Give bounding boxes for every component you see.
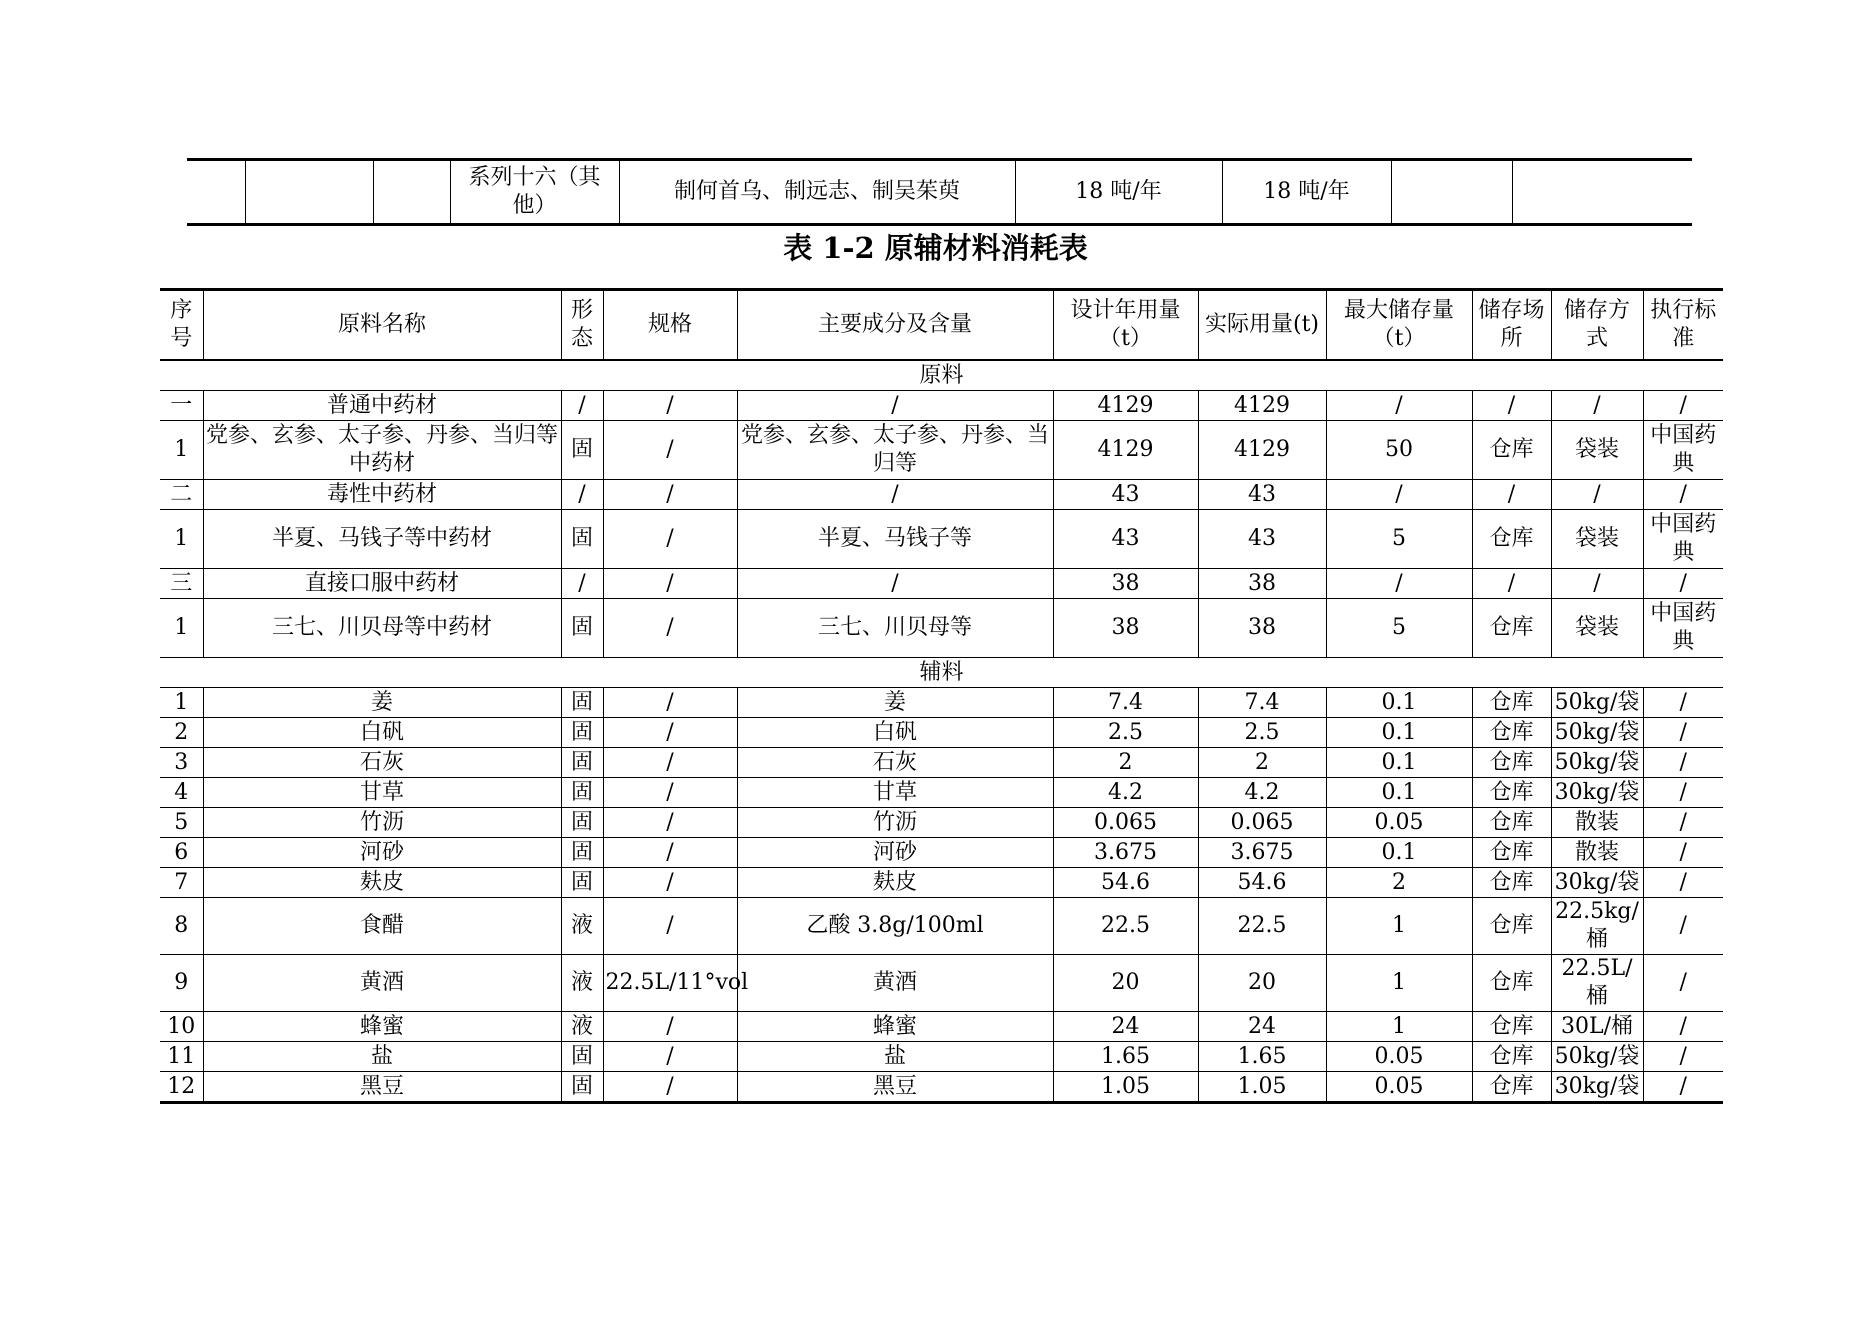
storage-place-cell: 仓库	[1472, 748, 1551, 778]
design-usage-cell: 22.5	[1053, 898, 1198, 955]
standard-cell: /	[1643, 688, 1723, 718]
spec-cell: /	[603, 718, 737, 748]
index-cell: 9	[160, 955, 203, 1012]
storage-place-cell: 仓库	[1472, 898, 1551, 955]
main-component-cell: 白矾	[737, 718, 1053, 748]
storage-place-cell: 仓库	[1472, 1072, 1551, 1103]
actual-usage-cell: 4129	[1198, 421, 1326, 480]
actual-usage-cell: 3.675	[1198, 838, 1326, 868]
material-name-cell: 三七、川贝母等中药材	[203, 599, 561, 658]
spec-cell: /	[603, 778, 737, 808]
main-component-cell: 党参、玄参、太子参、丹参、当归等	[737, 421, 1053, 480]
form-cell: 液	[561, 1012, 603, 1042]
main-component-cell: 乙酸 3.8g/100ml	[737, 898, 1053, 955]
table-row	[160, 421, 1723, 480]
storage-place-cell: 仓库	[1472, 868, 1551, 898]
material-name-cell: 党参、玄参、太子参、丹参、当归等中药材	[203, 421, 561, 480]
max-storage-cell: /	[1326, 480, 1472, 510]
index-cell: 8	[160, 898, 203, 955]
table-cell	[1391, 160, 1512, 225]
storage-method-cell: 散装	[1551, 808, 1643, 838]
max-storage-cell: 2	[1326, 868, 1472, 898]
storage-place-cell: 仓库	[1472, 510, 1551, 569]
table-title: 表 1-2 原辅材料消耗表	[783, 231, 1088, 265]
storage-method-cell: /	[1551, 391, 1643, 421]
design-usage-cell: 38	[1053, 599, 1198, 658]
form-cell: 固	[561, 1042, 603, 1072]
main-component-cell: /	[737, 391, 1053, 421]
index-cell: 7	[160, 868, 203, 898]
spec-cell: /	[603, 391, 737, 421]
storage-method-cell: 袋装	[1551, 421, 1643, 480]
actual-usage-cell: 20	[1198, 955, 1326, 1012]
series-cell: 系列十六（其他）	[450, 160, 619, 225]
design-usage-cell: 设计年用量（t）	[1053, 290, 1198, 361]
standard-cell: /	[1643, 569, 1723, 599]
actual-usage-cell: 1.05	[1198, 1072, 1326, 1103]
max-storage-cell: /	[1326, 569, 1472, 599]
max-storage-cell: 0.1	[1326, 748, 1472, 778]
table-row	[160, 838, 1723, 868]
material-name-cell: 甘草	[203, 778, 561, 808]
standard-cell: /	[1643, 778, 1723, 808]
index-cell: 三	[160, 569, 203, 599]
actual-usage-cell: 7.4	[1198, 688, 1326, 718]
table-row	[160, 718, 1723, 748]
table-row	[160, 480, 1723, 510]
actual-usage-cell: 43	[1198, 480, 1326, 510]
section-label: 辅料	[160, 658, 1723, 688]
design-output-cell: 18 吨/年	[1015, 160, 1222, 225]
main-component-cell: 竹沥	[737, 808, 1053, 838]
spec-cell: /	[603, 569, 737, 599]
storage-place-cell: 仓库	[1472, 688, 1551, 718]
material-name-cell: 黄酒	[203, 955, 561, 1012]
form-cell: 固	[561, 421, 603, 480]
standard-cell: /	[1643, 898, 1723, 955]
form-cell: 形态	[561, 290, 603, 361]
material-name-cell: 原料名称	[203, 290, 561, 361]
spec-cell: /	[603, 599, 737, 658]
storage-method-cell: 50kg/袋	[1551, 748, 1643, 778]
storage-method-cell: 散装	[1551, 838, 1643, 868]
max-storage-cell: 0.1	[1326, 688, 1472, 718]
design-usage-cell: 1.05	[1053, 1072, 1198, 1103]
max-storage-cell: 最大储存量（t）	[1326, 290, 1472, 361]
index-cell: 序号	[160, 290, 203, 361]
actual-usage-cell: 1.65	[1198, 1042, 1326, 1072]
main-component-cell: /	[737, 480, 1053, 510]
index-cell: 1	[160, 421, 203, 480]
max-storage-cell: 0.1	[1326, 718, 1472, 748]
storage-place-cell: 仓库	[1472, 421, 1551, 480]
max-storage-cell: 0.05	[1326, 808, 1472, 838]
form-cell: 固	[561, 1072, 603, 1103]
actual-usage-cell: 实际用量(t)	[1198, 290, 1326, 361]
index-cell: 4	[160, 778, 203, 808]
storage-place-cell: 仓库	[1472, 808, 1551, 838]
storage-place-cell: 储存场所	[1472, 290, 1551, 361]
material-name-cell: 食醋	[203, 898, 561, 955]
max-storage-cell: /	[1326, 391, 1472, 421]
table-cell	[1512, 160, 1692, 225]
section-row-aux	[160, 658, 1723, 688]
actual-usage-cell: 54.6	[1198, 868, 1326, 898]
spec-cell: 22.5L/11°vol	[603, 955, 737, 1012]
actual-usage-cell: 2.5	[1198, 718, 1326, 748]
table-row	[160, 868, 1723, 898]
standard-cell: /	[1643, 838, 1723, 868]
table-cell	[373, 160, 450, 225]
spec-cell: /	[603, 421, 737, 480]
actual-usage-cell: 4.2	[1198, 778, 1326, 808]
max-storage-cell: 1	[1326, 1012, 1472, 1042]
material-name-cell: 直接口服中药材	[203, 569, 561, 599]
actual-usage-cell: 38	[1198, 599, 1326, 658]
spec-cell: /	[603, 1012, 737, 1042]
table-row	[160, 569, 1723, 599]
index-cell: 1	[160, 599, 203, 658]
standard-cell: 中国药典	[1643, 599, 1723, 658]
material-name-cell: 黑豆	[203, 1072, 561, 1103]
table-row	[160, 778, 1723, 808]
form-cell: 固	[561, 718, 603, 748]
design-usage-cell: 24	[1053, 1012, 1198, 1042]
storage-method-cell: 22.5L/桶	[1551, 955, 1643, 1012]
design-usage-cell: 1.65	[1053, 1042, 1198, 1072]
index-cell: 6	[160, 838, 203, 868]
section-row-raw	[160, 360, 1723, 391]
material-name-cell: 白矾	[203, 718, 561, 748]
header-row	[160, 290, 1723, 361]
standard-cell: /	[1643, 868, 1723, 898]
table-row	[160, 599, 1723, 658]
storage-method-cell: 30kg/袋	[1551, 868, 1643, 898]
storage-method-cell: 50kg/袋	[1551, 1042, 1643, 1072]
table-cell	[187, 160, 245, 225]
storage-place-cell: /	[1472, 391, 1551, 421]
index-cell: 2	[160, 718, 203, 748]
max-storage-cell: 0.05	[1326, 1042, 1472, 1072]
storage-method-cell: 50kg/袋	[1551, 688, 1643, 718]
standard-cell: /	[1643, 808, 1723, 838]
main-component-cell: 半夏、马钱子等	[737, 510, 1053, 569]
storage-method-cell: 袋装	[1551, 510, 1643, 569]
spec-cell: /	[603, 688, 737, 718]
storage-method-cell: 袋装	[1551, 599, 1643, 658]
storage-method-cell: /	[1551, 569, 1643, 599]
storage-place-cell: 仓库	[1472, 955, 1551, 1012]
actual-usage-cell: 43	[1198, 510, 1326, 569]
main-component-cell: /	[737, 569, 1053, 599]
spec-cell: /	[603, 510, 737, 569]
index-cell: 二	[160, 480, 203, 510]
form-cell: 固	[561, 838, 603, 868]
storage-method-cell: 30kg/袋	[1551, 778, 1643, 808]
max-storage-cell: 5	[1326, 599, 1472, 658]
section-label: 原料	[160, 360, 1723, 391]
materials-table	[160, 288, 1723, 1104]
form-cell: /	[561, 569, 603, 599]
max-storage-cell: 1	[1326, 955, 1472, 1012]
spec-cell: /	[603, 748, 737, 778]
storage-place-cell: 仓库	[1472, 718, 1551, 748]
table-row	[160, 391, 1723, 421]
standard-cell: /	[1643, 391, 1723, 421]
design-usage-cell: 4129	[1053, 391, 1198, 421]
design-usage-cell: 54.6	[1053, 868, 1198, 898]
table-row	[160, 510, 1723, 569]
continued-table-fragment	[187, 158, 1692, 226]
max-storage-cell: 0.1	[1326, 838, 1472, 868]
index-cell: 10	[160, 1012, 203, 1042]
main-component-cell: 主要成分及含量	[737, 290, 1053, 361]
design-usage-cell: 0.065	[1053, 808, 1198, 838]
table-row	[160, 955, 1723, 1012]
actual-usage-cell: 22.5	[1198, 898, 1326, 955]
design-usage-cell: 7.4	[1053, 688, 1198, 718]
actual-usage-cell: 38	[1198, 569, 1326, 599]
table-row	[160, 1042, 1723, 1072]
max-storage-cell: 0.1	[1326, 778, 1472, 808]
material-name-cell: 石灰	[203, 748, 561, 778]
spec-cell: /	[603, 838, 737, 868]
design-usage-cell: 2.5	[1053, 718, 1198, 748]
material-name-cell: 竹沥	[203, 808, 561, 838]
design-usage-cell: 4.2	[1053, 778, 1198, 808]
max-storage-cell: 50	[1326, 421, 1472, 480]
main-component-cell: 黄酒	[737, 955, 1053, 1012]
main-component-cell: 甘草	[737, 778, 1053, 808]
form-cell: /	[561, 480, 603, 510]
standard-cell: /	[1643, 955, 1723, 1012]
actual-usage-cell: 4129	[1198, 391, 1326, 421]
storage-place-cell: /	[1472, 480, 1551, 510]
material-name-cell: 毒性中药材	[203, 480, 561, 510]
main-component-cell: 蜂蜜	[737, 1012, 1053, 1042]
form-cell: /	[561, 391, 603, 421]
form-cell: 固	[561, 778, 603, 808]
index-cell: 1	[160, 510, 203, 569]
form-cell: 固	[561, 688, 603, 718]
actual-usage-cell: 24	[1198, 1012, 1326, 1042]
design-usage-cell: 3.675	[1053, 838, 1198, 868]
standard-cell: /	[1643, 1072, 1723, 1103]
main-component-cell: 河砂	[737, 838, 1053, 868]
spec-cell: /	[603, 1042, 737, 1072]
table-cell	[245, 160, 373, 225]
actual-usage-cell: 0.065	[1198, 808, 1326, 838]
form-cell: 固	[561, 510, 603, 569]
form-cell: 液	[561, 898, 603, 955]
table-row	[160, 1072, 1723, 1103]
main-component-cell: 黑豆	[737, 1072, 1053, 1103]
index-cell: 11	[160, 1042, 203, 1072]
standard-cell: 执行标准	[1643, 290, 1723, 361]
max-storage-cell: 1	[1326, 898, 1472, 955]
standard-cell: 中国药典	[1643, 421, 1723, 480]
standard-cell: /	[1643, 718, 1723, 748]
storage-place-cell: 仓库	[1472, 1042, 1551, 1072]
form-cell: 固	[561, 808, 603, 838]
material-name-cell: 普通中药材	[203, 391, 561, 421]
index-cell: 3	[160, 748, 203, 778]
spec-cell: /	[603, 868, 737, 898]
design-usage-cell: 38	[1053, 569, 1198, 599]
material-name-cell: 麸皮	[203, 868, 561, 898]
table-row	[160, 1012, 1723, 1042]
material-name-cell: 盐	[203, 1042, 561, 1072]
index-cell: 12	[160, 1072, 203, 1103]
storage-method-cell: 30L/桶	[1551, 1012, 1643, 1042]
table-row	[160, 688, 1723, 718]
storage-place-cell: 仓库	[1472, 599, 1551, 658]
standard-cell: /	[1643, 748, 1723, 778]
main-component-cell: 石灰	[737, 748, 1053, 778]
material-name-cell: 半夏、马钱子等中药材	[203, 510, 561, 569]
standard-cell: 中国药典	[1643, 510, 1723, 569]
material-name-cell: 姜	[203, 688, 561, 718]
form-cell: 固	[561, 868, 603, 898]
table-row	[160, 748, 1723, 778]
form-cell: 固	[561, 599, 603, 658]
actual-output-cell: 18 吨/年	[1222, 160, 1391, 225]
table-body	[160, 290, 1723, 1103]
material-name-cell: 河砂	[203, 838, 561, 868]
standard-cell: /	[1643, 1012, 1723, 1042]
design-usage-cell: 43	[1053, 510, 1198, 569]
main-component-cell: 姜	[737, 688, 1053, 718]
storage-method-cell: 储存方式	[1551, 290, 1643, 361]
storage-place-cell: /	[1472, 569, 1551, 599]
storage-method-cell: 22.5kg/桶	[1551, 898, 1643, 955]
storage-method-cell: 50kg/袋	[1551, 718, 1643, 748]
products-cell: 制何首乌、制远志、制吴茱萸	[619, 160, 1015, 225]
storage-place-cell: 仓库	[1472, 1012, 1551, 1042]
spec-cell: /	[603, 1072, 737, 1103]
index-cell: 一	[160, 391, 203, 421]
index-cell: 5	[160, 808, 203, 838]
table-row	[160, 898, 1723, 955]
form-cell: 液	[561, 955, 603, 1012]
spec-cell: /	[603, 898, 737, 955]
max-storage-cell: 5	[1326, 510, 1472, 569]
storage-method-cell: /	[1551, 480, 1643, 510]
main-component-cell: 盐	[737, 1042, 1053, 1072]
design-usage-cell: 43	[1053, 480, 1198, 510]
spec-cell: /	[603, 480, 737, 510]
storage-place-cell: 仓库	[1472, 778, 1551, 808]
main-component-cell: 三七、川贝母等	[737, 599, 1053, 658]
design-usage-cell: 4129	[1053, 421, 1198, 480]
storage-place-cell: 仓库	[1472, 838, 1551, 868]
max-storage-cell: 0.05	[1326, 1072, 1472, 1103]
index-cell: 1	[160, 688, 203, 718]
table-row	[187, 160, 1692, 225]
spec-cell: /	[603, 808, 737, 838]
material-name-cell: 蜂蜜	[203, 1012, 561, 1042]
design-usage-cell: 2	[1053, 748, 1198, 778]
standard-cell: /	[1643, 1042, 1723, 1072]
form-cell: 固	[561, 748, 603, 778]
main-component-cell: 麸皮	[737, 868, 1053, 898]
actual-usage-cell: 2	[1198, 748, 1326, 778]
table-row	[160, 808, 1723, 838]
storage-method-cell: 30kg/袋	[1551, 1072, 1643, 1103]
design-usage-cell: 20	[1053, 955, 1198, 1012]
standard-cell: /	[1643, 480, 1723, 510]
spec-cell: 规格	[603, 290, 737, 361]
